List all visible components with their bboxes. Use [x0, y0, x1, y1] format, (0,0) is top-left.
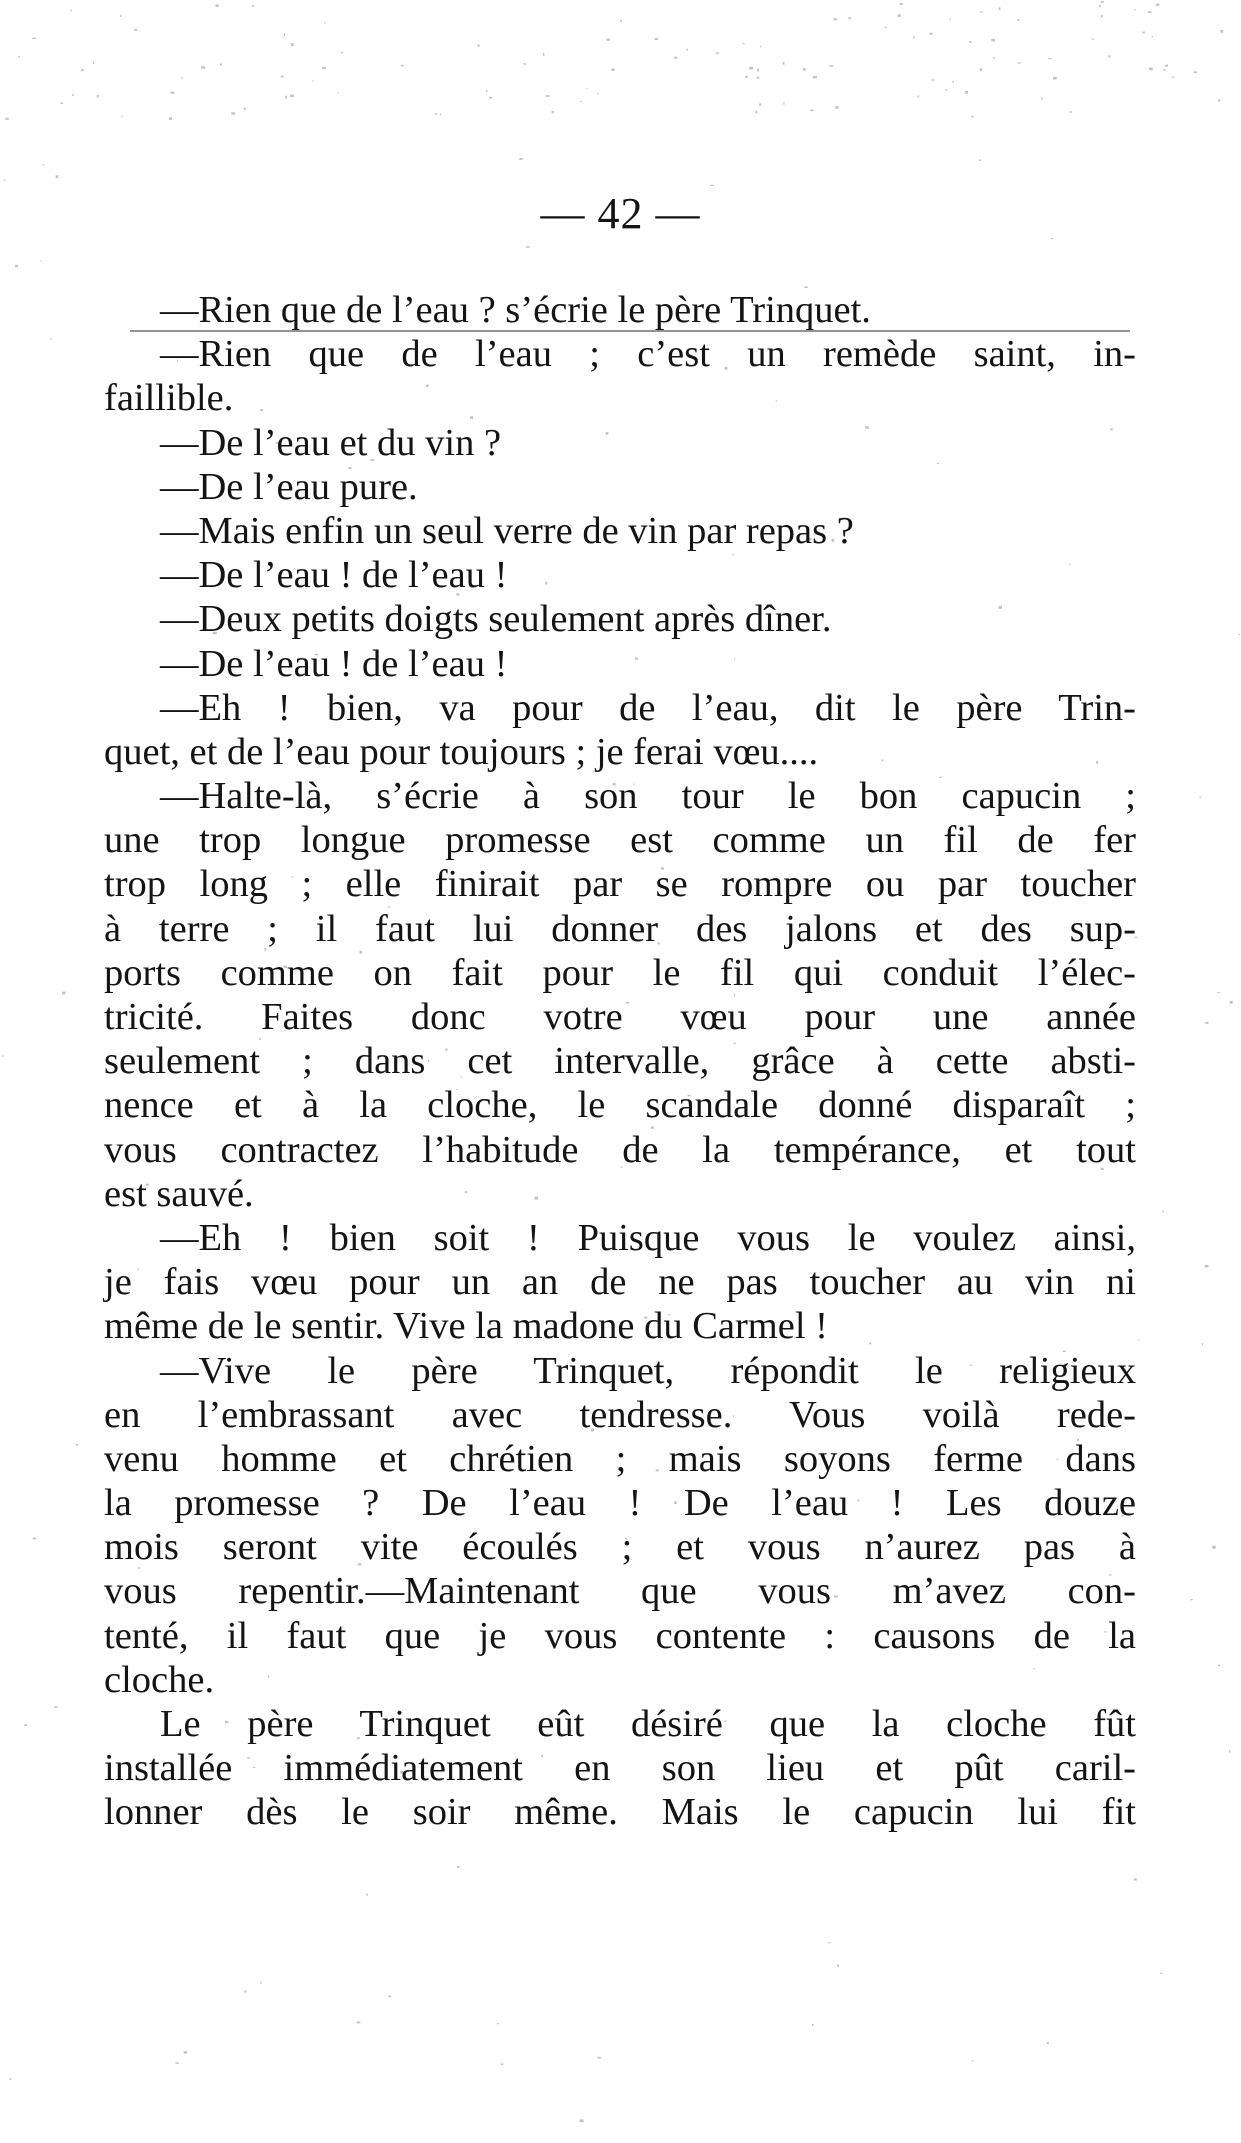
text-line: Le père Trinquet eût désiré que la cloche fût	[160, 1703, 1136, 1745]
text-line: tenté, il faut que je vous contente : causons de la	[104, 1614, 1136, 1657]
text-line: installée immédiatement en son lieu et pût caril-	[104, 1747, 1136, 1790]
text-line: —Rien que de l’eau ; c’est un remède saint, in-	[160, 333, 1136, 376]
text-line: quet, et de l’eau pour toujours ; je ferai vœu....	[104, 730, 819, 773]
text-line: seulement ; dans cet intervalle, grâce à cette absti-	[104, 1040, 1136, 1083]
text-line: tricité. Faites donc votre vœu pour une année	[104, 996, 1136, 1038]
text-line: à terre ; il faut lui donner des jalons et des sup-	[104, 907, 1136, 950]
text-line: —Deux petits doigts seulement après dîner.	[160, 598, 832, 641]
text-line: —Eh ! bien, va pour de l’eau, dit le père Trin-	[160, 686, 1136, 729]
body-text	[104, 288, 1136, 1835]
text-line: —De l’eau et du vin ?	[160, 421, 502, 464]
text-line: même de le sentir. Vive la madone du Carmel !	[104, 1305, 828, 1348]
text-line: une trop longue promesse est comme un fil de fer	[104, 819, 1136, 862]
text-line: —Vive le père Trinquet, répondit le religieux	[160, 1349, 1136, 1392]
text-line: mois seront vite écoulés ; et vous n’aurez pas à	[104, 1526, 1136, 1569]
text-line: je fais vœu pour un an de ne pas toucher au vin ni	[104, 1261, 1136, 1304]
text-line: lonner dès le soir même. Mais le capucin lui fit	[104, 1791, 1136, 1834]
text-line: vous repentir.—Maintenant que vous m’avez con-	[104, 1570, 1136, 1613]
text-line: vous contractez l’habitude de la tempérance, et tout	[104, 1128, 1136, 1171]
text-line: —De l’eau pure.	[160, 465, 418, 508]
text-line: nence et à la cloche, le scandale donné disparaît ;	[104, 1084, 1136, 1127]
text-line: cloche.	[104, 1658, 215, 1701]
text-line: —Halte-là, s’écrie à son tour le bon capucin ;	[160, 775, 1136, 818]
text-line: est sauvé.	[104, 1172, 254, 1215]
text-line: —Eh ! bien soit ! Puisque vous le voulez ainsi,	[160, 1216, 1136, 1259]
text-line: faillible.	[104, 377, 234, 420]
text-line: trop long ; elle finirait par se rompre ou par toucher	[104, 863, 1136, 906]
page-number: — 42 —	[540, 189, 701, 238]
text-line: ports comme on fait pour le fil qui conduit l’élec-	[104, 951, 1136, 994]
text-line: venu homme et chrétien ; mais soyons ferme dans	[104, 1437, 1136, 1480]
text-line: —De l’eau ! de l’eau !	[160, 642, 508, 685]
text-line: —Rien que de l’eau ? s’écrie le père Trinquet.	[160, 289, 871, 331]
text-line: —Mais enfin un seul verre de vin par repas ?	[160, 509, 854, 552]
text-line: —De l’eau ! de l’eau !	[160, 554, 508, 597]
text-line: en l’embrassant avec tendresse. Vous voilà rede-	[104, 1393, 1136, 1436]
text-line: la promesse ? De l’eau ! De l’eau ! Les douze	[104, 1482, 1136, 1525]
